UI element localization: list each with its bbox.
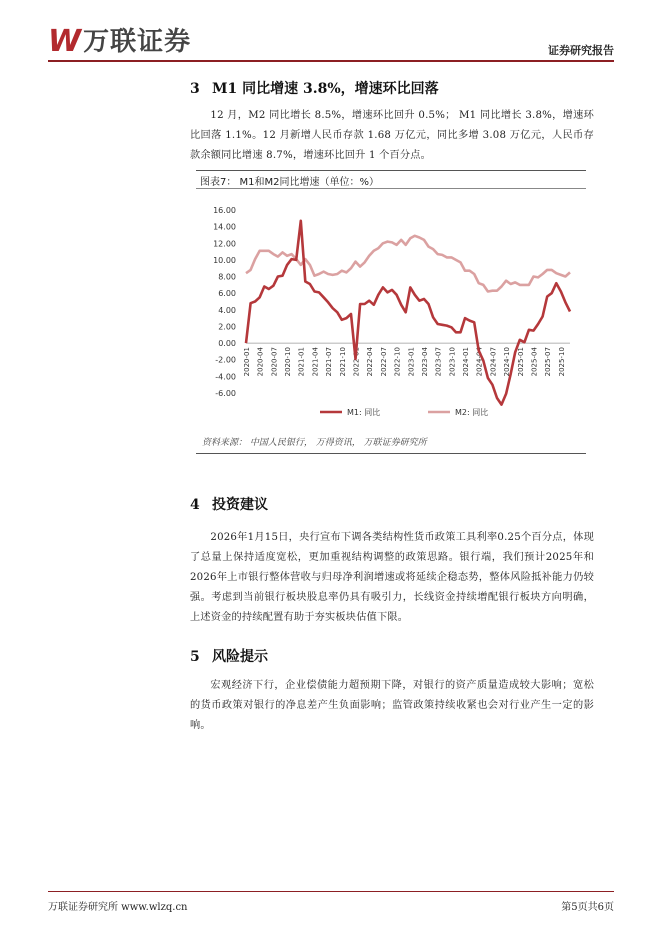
section-4-title: 投资建议	[212, 497, 268, 513]
legend-m1-label: M1: 同比	[347, 408, 381, 417]
x-tick-label: 2025-04	[530, 347, 539, 377]
y-tick-label: 12.00	[213, 239, 236, 249]
y-tick-label: 0.00	[218, 339, 236, 349]
chart-title-divider	[196, 188, 586, 189]
x-tick-label: 2025-10	[557, 347, 566, 377]
section-3-number: 3	[190, 81, 200, 97]
section-5-number: 5	[190, 649, 200, 665]
x-tick-label: 2023-04	[420, 347, 429, 377]
m1-m2-line-chart	[196, 190, 586, 430]
company-logo	[48, 24, 192, 59]
x-tick-label: 2021-04	[311, 347, 320, 377]
section-4-number: 4	[190, 497, 200, 513]
x-tick-label: 2025-01	[516, 347, 525, 377]
x-tick-label: 2022-10	[393, 347, 402, 377]
x-tick-label: 2024-10	[503, 347, 512, 377]
x-tick-label: 2024-01	[462, 347, 471, 377]
section-5-title: 风险提示	[212, 649, 268, 665]
section-5-paragraph: 宏观经济下行，企业偿债能力超预期下降，对银行的资产质量造成较大影响；宽松的货币政策对银行的净息差产生负面影响；监管政策持续收紧也会对行业产生一定的影响。	[190, 680, 594, 731]
x-tick-label: 2021-07	[325, 347, 334, 377]
section-4-heading	[190, 494, 268, 514]
y-tick-label: -4.00	[215, 372, 236, 382]
header-divider	[48, 60, 614, 62]
y-tick-label: 4.00	[218, 305, 236, 315]
legend-m2-label: M2: 同比	[455, 408, 489, 417]
y-tick-label: 2.00	[218, 322, 236, 332]
x-tick-label: 2023-10	[448, 347, 457, 377]
section-3-heading	[190, 78, 439, 98]
logo-w-mark: W	[48, 24, 80, 59]
y-tick-label: 14.00	[213, 222, 236, 232]
x-tick-label: 2022-01	[352, 347, 361, 377]
report-type-label: 证券研究报告	[548, 44, 614, 57]
footer-site: 万联证券研究所 www.wlzq.cn	[48, 902, 188, 913]
x-tick-label: 2022-07	[379, 347, 388, 377]
section-3-paragraph: 12 月，M2 同比增长 8.5%，增速环比回升 0.5%； M1 同比增长 3.8%，增速环比回落 1.1%。12 月新增人民币存款 1.68 万亿元，同比多增 3.08 万亿元，人民币存款余额同比增速 8.7%，增速环比回升 1 个百分点。	[190, 110, 594, 161]
y-tick-label: 8.00	[218, 272, 236, 282]
x-tick-label: 2023-07	[434, 347, 443, 377]
x-tick-label: 2024-07	[489, 347, 498, 377]
x-tick-label: 2023-01	[407, 347, 416, 377]
y-tick-label: 6.00	[218, 289, 236, 299]
m2-series-line	[246, 236, 570, 292]
x-tick-label: 2021-10	[338, 347, 347, 377]
section-4-paragraph: 2026年1月15日，央行宣布下调各类结构性货币政策工具利率0.25个百分点，体现了总量上保持适度宽松，更加重视结构调整的政策思路。银行端，我们预计2025年和2026年上市银行整体营收与归母净利润增速或将延续企稳态势，整体风险抵补能力仍较强。考虑到当前银行板块股息率仍具有吸引力，长线资金持续增配银行板块方向明确，上述资金的持续配置有助于夯实板块估值下限。	[190, 532, 594, 623]
footer-divider	[48, 891, 614, 892]
y-tick-label: 16.00	[213, 206, 236, 215]
section-3-title: M1 同比增速 3.8%，增速环比回落	[212, 81, 439, 97]
x-tick-label: 2020-10	[284, 347, 293, 377]
x-tick-label: 2022-04	[366, 347, 375, 377]
chart-source: 资料来源： 中国人民银行， 万得资讯， 万联证券研究所	[202, 438, 427, 448]
page-number: 第5页共6页	[561, 902, 614, 913]
chart-title: 图表7： M1和M2同比增速（单位：%）	[200, 177, 380, 188]
x-tick-label: 2020-01	[243, 347, 251, 377]
y-tick-label: 10.00	[213, 255, 236, 265]
x-tick-label: 2025-07	[544, 347, 553, 377]
y-tick-label: -2.00	[215, 355, 236, 365]
x-tick-label: 2020-04	[256, 347, 265, 377]
x-tick-label: 2021-01	[297, 347, 306, 377]
x-tick-label: 2020-07	[270, 347, 279, 377]
section-5-heading	[190, 646, 268, 666]
x-tick-label: 2024-04	[475, 347, 484, 377]
logo-text: 万联证券	[83, 27, 192, 57]
y-tick-label: -6.00	[215, 389, 236, 398]
